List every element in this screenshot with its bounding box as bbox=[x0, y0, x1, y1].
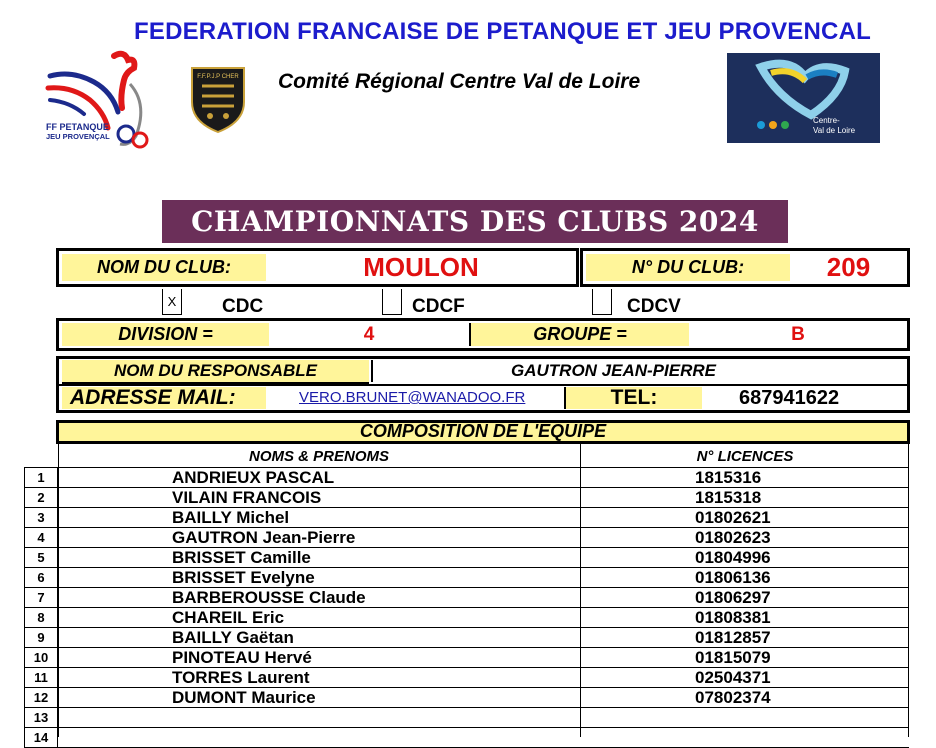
cvl-logo-text-1: Centre- bbox=[813, 116, 840, 125]
licence-number: 07802374 bbox=[695, 688, 771, 707]
licence-number: 02504371 bbox=[695, 668, 771, 687]
names-column-header: NOMS & PRENOMS bbox=[248, 447, 389, 465]
cdc-checkbox[interactable]: X bbox=[162, 289, 182, 315]
table-row bbox=[24, 728, 909, 748]
licence-number: 01806297 bbox=[695, 588, 771, 607]
licence-number: 01812857 bbox=[695, 628, 771, 647]
licence-number: 01804996 bbox=[695, 548, 771, 567]
row-number: 14 bbox=[24, 728, 58, 747]
cdcv-label: CDCV bbox=[627, 296, 681, 317]
licence-number: 1815318 bbox=[695, 488, 762, 507]
club-name-label: NOM DU CLUB: bbox=[62, 254, 266, 281]
row-number: 3 bbox=[24, 508, 58, 527]
row-number: 7 bbox=[24, 588, 58, 607]
table-row bbox=[24, 588, 909, 608]
table-row bbox=[24, 468, 909, 488]
cdcf-label: CDCF bbox=[412, 296, 465, 317]
ffp-rooster-logo bbox=[44, 48, 156, 152]
row-number: 11 bbox=[24, 668, 58, 687]
ffp-logo-text-2: JEU PROVENÇAL bbox=[46, 132, 110, 141]
club-name-value: MOULON bbox=[363, 252, 479, 282]
player-name: BRISSET Camille bbox=[172, 548, 311, 567]
table-row bbox=[24, 688, 909, 708]
division-box bbox=[56, 318, 910, 351]
player-name: ANDRIEUX PASCAL bbox=[172, 468, 335, 487]
row-number: 5 bbox=[24, 548, 58, 567]
table-row bbox=[24, 528, 909, 548]
player-name: PINOTEAU Hervé bbox=[172, 648, 312, 667]
groupe-value: B bbox=[791, 323, 805, 345]
responsable-box bbox=[56, 356, 910, 413]
mail-label: ADRESSE MAIL: bbox=[62, 387, 266, 409]
table-row bbox=[24, 608, 909, 628]
comite-title: Comité Régional Centre Val de Loire bbox=[278, 70, 641, 93]
cdcf-checkbox[interactable] bbox=[382, 289, 402, 315]
table-row bbox=[24, 628, 909, 648]
row-number: 2 bbox=[24, 488, 58, 507]
responsable-label: NOM DU RESPONSABLE bbox=[62, 360, 369, 384]
cdcv-checkbox[interactable] bbox=[592, 289, 612, 315]
club-number-value: 209 bbox=[826, 252, 871, 282]
licence-column-header: N° LICENCES bbox=[696, 447, 794, 465]
row-number: 12 bbox=[24, 688, 58, 707]
row-number: 13 bbox=[24, 708, 58, 727]
centre-val-de-loire-logo bbox=[727, 53, 880, 143]
tel-value: 687941622 bbox=[739, 387, 840, 409]
licence-number: 01802621 bbox=[695, 508, 771, 527]
championship-title: CHAMPIONNATS DES CLUBS 2024 bbox=[162, 200, 788, 243]
club-name-box bbox=[56, 248, 579, 287]
groupe-label: GROUPE = bbox=[469, 323, 689, 346]
federation-title: FEDERATION FRANCAISE DE PETANQUE ET JEU PROVENCAL bbox=[134, 18, 871, 45]
table-row bbox=[24, 568, 909, 588]
row-number: 10 bbox=[24, 648, 58, 667]
responsable-value: GAUTRON JEAN-PIERRE bbox=[371, 360, 901, 382]
row-number: 1 bbox=[24, 468, 58, 487]
player-name: BAILLY Michel bbox=[172, 508, 290, 527]
licence-number: 01815079 bbox=[695, 648, 771, 667]
ffp-logo-text-1: FF PETANQUE bbox=[46, 122, 109, 132]
cvl-logo-text-2: Val de Loire bbox=[813, 126, 856, 135]
table-row bbox=[24, 708, 909, 728]
cher-shield-logo bbox=[188, 64, 248, 134]
table-row bbox=[24, 508, 909, 528]
cher-logo-text: F.F.P.J.P CHER bbox=[197, 74, 239, 80]
player-name: BAILLY Gaëtan bbox=[172, 628, 294, 647]
table-row bbox=[24, 548, 909, 568]
table-row bbox=[24, 668, 909, 688]
team-title: COMPOSITION DE L'EQUIPE bbox=[56, 420, 910, 444]
tel-label: TEL: bbox=[564, 387, 702, 409]
table-row bbox=[24, 488, 909, 508]
player-name: CHAREIL Eric bbox=[172, 608, 285, 627]
club-number-label: N° DU CLUB: bbox=[586, 254, 790, 281]
player-name: VILAIN FRANCOIS bbox=[172, 488, 322, 507]
player-name: BARBEROUSSE Claude bbox=[172, 588, 366, 607]
row-number: 9 bbox=[24, 628, 58, 647]
row-number: 8 bbox=[24, 608, 58, 627]
club-number-box bbox=[580, 248, 910, 287]
player-name: GAUTRON Jean-Pierre bbox=[172, 528, 356, 547]
row-number: 6 bbox=[24, 568, 58, 587]
licence-number: 01806136 bbox=[695, 568, 771, 587]
division-value: 4 bbox=[363, 323, 375, 345]
player-name: TORRES Laurent bbox=[172, 668, 310, 687]
table-row bbox=[24, 648, 909, 668]
licence-number: 1815316 bbox=[695, 468, 762, 487]
licence-number: 01802623 bbox=[695, 528, 771, 547]
mail-link[interactable]: VERO.BRUNET@WANADOO.FR bbox=[299, 389, 526, 406]
row-number: 4 bbox=[24, 528, 58, 547]
cdc-label: CDC bbox=[222, 296, 264, 317]
player-name: BRISSET Evelyne bbox=[172, 568, 315, 587]
player-name: DUMONT Maurice bbox=[172, 688, 316, 707]
division-label: DIVISION = bbox=[62, 323, 269, 346]
licence-number: 01808381 bbox=[695, 608, 771, 627]
